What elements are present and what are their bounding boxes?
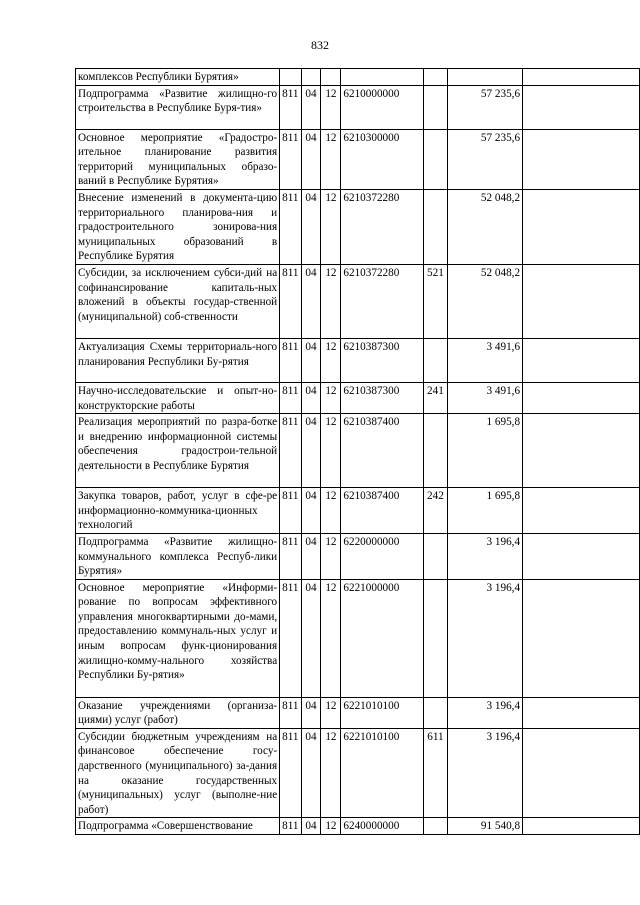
cell-subsection: 12 (321, 85, 341, 129)
cell-target-article: 6210387400 (341, 414, 424, 488)
cell-subsection: 12 (321, 189, 341, 264)
cell-amount: 91 540,8 (447, 818, 522, 835)
cell-amount: 57 235,6 (447, 85, 522, 129)
cell-target-article: 6210387300 (341, 338, 424, 382)
cell-name: Подпрограмма «Развитие жилищно-коммунального комплекса Респуб-лики Бурятия» (76, 533, 280, 579)
cell-section: 04 (301, 382, 321, 413)
cell-amount: 3 196,4 (447, 728, 522, 818)
cell-name: Научно-исследовательские и опыт-но-конструкторские работы (76, 382, 280, 413)
cell-target-article: 6221000000 (341, 579, 424, 697)
cell-name: Субсидии, за исключением субси-дий на софинансирование капиталь-ных вложений в объекты государ-ственной (муниципальной) соб-ственности (76, 264, 280, 338)
cell-amount: 3 491,6 (447, 338, 522, 382)
cell-empty (523, 414, 640, 488)
cell-expense-type: 242 (423, 488, 447, 534)
cell-subsection (321, 69, 341, 86)
cell-target-article: 6210387300 (341, 382, 424, 413)
cell-expense-type (423, 818, 447, 835)
table-row (76, 382, 640, 413)
cell-amount: 3 196,4 (447, 579, 522, 697)
cell-amount: 3 196,4 (447, 697, 522, 728)
cell-name: Закупка товаров, работ, услуг в сфе-ре информационно-коммуника-ционных технологий (76, 488, 280, 534)
cell-subsection: 12 (321, 129, 341, 189)
cell-empty (523, 533, 640, 579)
table-row (76, 728, 640, 818)
cell-name: Актуализация Схемы территориаль-ного планирования Республики Бу-рятия (76, 338, 280, 382)
cell-expense-type (423, 414, 447, 488)
cell-grbs: 811 (280, 818, 301, 835)
cell-grbs: 811 (280, 264, 301, 338)
cell-empty (523, 728, 640, 818)
cell-amount: 52 048,2 (447, 264, 522, 338)
cell-empty (523, 264, 640, 338)
cell-subsection: 12 (321, 488, 341, 534)
cell-name: комплексов Республики Бурятия» (76, 69, 280, 86)
cell-empty (523, 129, 640, 189)
cell-amount: 52 048,2 (447, 189, 522, 264)
cell-empty (523, 697, 640, 728)
cell-expense-type (423, 338, 447, 382)
cell-section: 04 (301, 264, 321, 338)
cell-name: Оказание учреждениями (организа-циями) услуг (работ) (76, 697, 280, 728)
cell-name: Внесение изменений в документа-цию территориального планирова-ния и градостроительного зонирова-ния муниципальных образований в Республике Бурятия (76, 189, 280, 264)
cell-name: Основное мероприятие «Информи-рование по вопросам эффективного управления многоквартирными до-мами, предоставлению коммуналь-ных услуг и иным вопросам функ-ционирования жилищно-комму-нального хозяйства Республики Бу-рятия» (76, 579, 280, 697)
cell-amount: 3 491,6 (447, 382, 522, 413)
cell-grbs: 811 (280, 579, 301, 697)
cell-grbs: 811 (280, 85, 301, 129)
cell-section: 04 (301, 818, 321, 835)
cell-amount (447, 69, 522, 86)
table-row (76, 189, 640, 264)
cell-expense-type: 611 (423, 728, 447, 818)
cell-section: 04 (301, 85, 321, 129)
table-body (76, 69, 640, 835)
cell-expense-type (423, 697, 447, 728)
table-row (76, 85, 640, 129)
cell-section: 04 (301, 189, 321, 264)
cell-empty (523, 338, 640, 382)
cell-empty (523, 69, 640, 86)
cell-target-article: 6210387400 (341, 488, 424, 534)
cell-section: 04 (301, 338, 321, 382)
table-row (76, 69, 640, 86)
cell-expense-type (423, 189, 447, 264)
cell-amount: 57 235,6 (447, 129, 522, 189)
cell-section: 04 (301, 129, 321, 189)
cell-expense-type (423, 579, 447, 697)
cell-empty (523, 579, 640, 697)
cell-grbs: 811 (280, 189, 301, 264)
cell-target-article: 6210372280 (341, 189, 424, 264)
cell-amount: 3 196,4 (447, 533, 522, 579)
table-row (76, 414, 640, 488)
cell-name: Основное мероприятие «Градостро-ительное планирование развития территорий муниципальных образо-ваний в Республике Бурятия» (76, 129, 280, 189)
cell-empty (523, 382, 640, 413)
table-row (76, 264, 640, 338)
cell-section: 04 (301, 579, 321, 697)
table-row (76, 818, 640, 835)
cell-name: Подпрограмма «Совершенствование (76, 818, 280, 835)
cell-target-article: 6220000000 (341, 533, 424, 579)
cell-section (301, 69, 321, 86)
cell-grbs: 811 (280, 382, 301, 413)
cell-empty (523, 818, 640, 835)
cell-section: 04 (301, 533, 321, 579)
cell-target-article: 6210000000 (341, 85, 424, 129)
cell-expense-type (423, 85, 447, 129)
cell-subsection: 12 (321, 818, 341, 835)
cell-subsection: 12 (321, 697, 341, 728)
cell-name: Субсидии бюджетным учреждениям на финансовое обеспечение госу-дарственного (муниципального) за-дания на оказание государственных (муниципальных) услуг (выполне-ние работ) (76, 728, 280, 818)
table-row (76, 338, 640, 382)
cell-grbs: 811 (280, 129, 301, 189)
cell-empty (523, 189, 640, 264)
cell-name: Реализация мероприятий по разра-ботке и внедрению информационной системы обеспечения градострои-тельной деятельности в Республике Бурятия (76, 414, 280, 488)
cell-grbs: 811 (280, 728, 301, 818)
budget-table (75, 68, 640, 835)
cell-expense-type: 241 (423, 382, 447, 413)
cell-subsection: 12 (321, 728, 341, 818)
cell-subsection: 12 (321, 414, 341, 488)
cell-target-article: 6240000000 (341, 818, 424, 835)
cell-expense-type (423, 533, 447, 579)
cell-subsection: 12 (321, 579, 341, 697)
cell-target-article: 6210300000 (341, 129, 424, 189)
table-row (76, 697, 640, 728)
table-row (76, 533, 640, 579)
cell-name: Подпрограмма «Развитие жилищно-го строительства в Республике Буря-тия» (76, 85, 280, 129)
cell-grbs: 811 (280, 338, 301, 382)
table-row (76, 129, 640, 189)
page-number: 832 (311, 38, 329, 52)
cell-target-article: 6210372280 (341, 264, 424, 338)
cell-empty (523, 85, 640, 129)
cell-section: 04 (301, 488, 321, 534)
cell-subsection: 12 (321, 533, 341, 579)
cell-subsection: 12 (321, 382, 341, 413)
cell-expense-type (423, 69, 447, 86)
cell-target-article: 6221010100 (341, 728, 424, 818)
cell-amount: 1 695,8 (447, 414, 522, 488)
cell-section: 04 (301, 728, 321, 818)
cell-expense-type (423, 129, 447, 189)
cell-grbs: 811 (280, 488, 301, 534)
cell-expense-type: 521 (423, 264, 447, 338)
table-row (76, 579, 640, 697)
cell-grbs (280, 69, 301, 86)
table-row (76, 488, 640, 534)
cell-grbs: 811 (280, 697, 301, 728)
cell-section: 04 (301, 414, 321, 488)
cell-subsection: 12 (321, 264, 341, 338)
cell-section: 04 (301, 697, 321, 728)
cell-empty (523, 488, 640, 534)
cell-target-article: 6221010100 (341, 697, 424, 728)
cell-grbs: 811 (280, 414, 301, 488)
cell-subsection: 12 (321, 338, 341, 382)
cell-target-article (341, 69, 424, 86)
cell-grbs: 811 (280, 533, 301, 579)
cell-amount: 1 695,8 (447, 488, 522, 534)
